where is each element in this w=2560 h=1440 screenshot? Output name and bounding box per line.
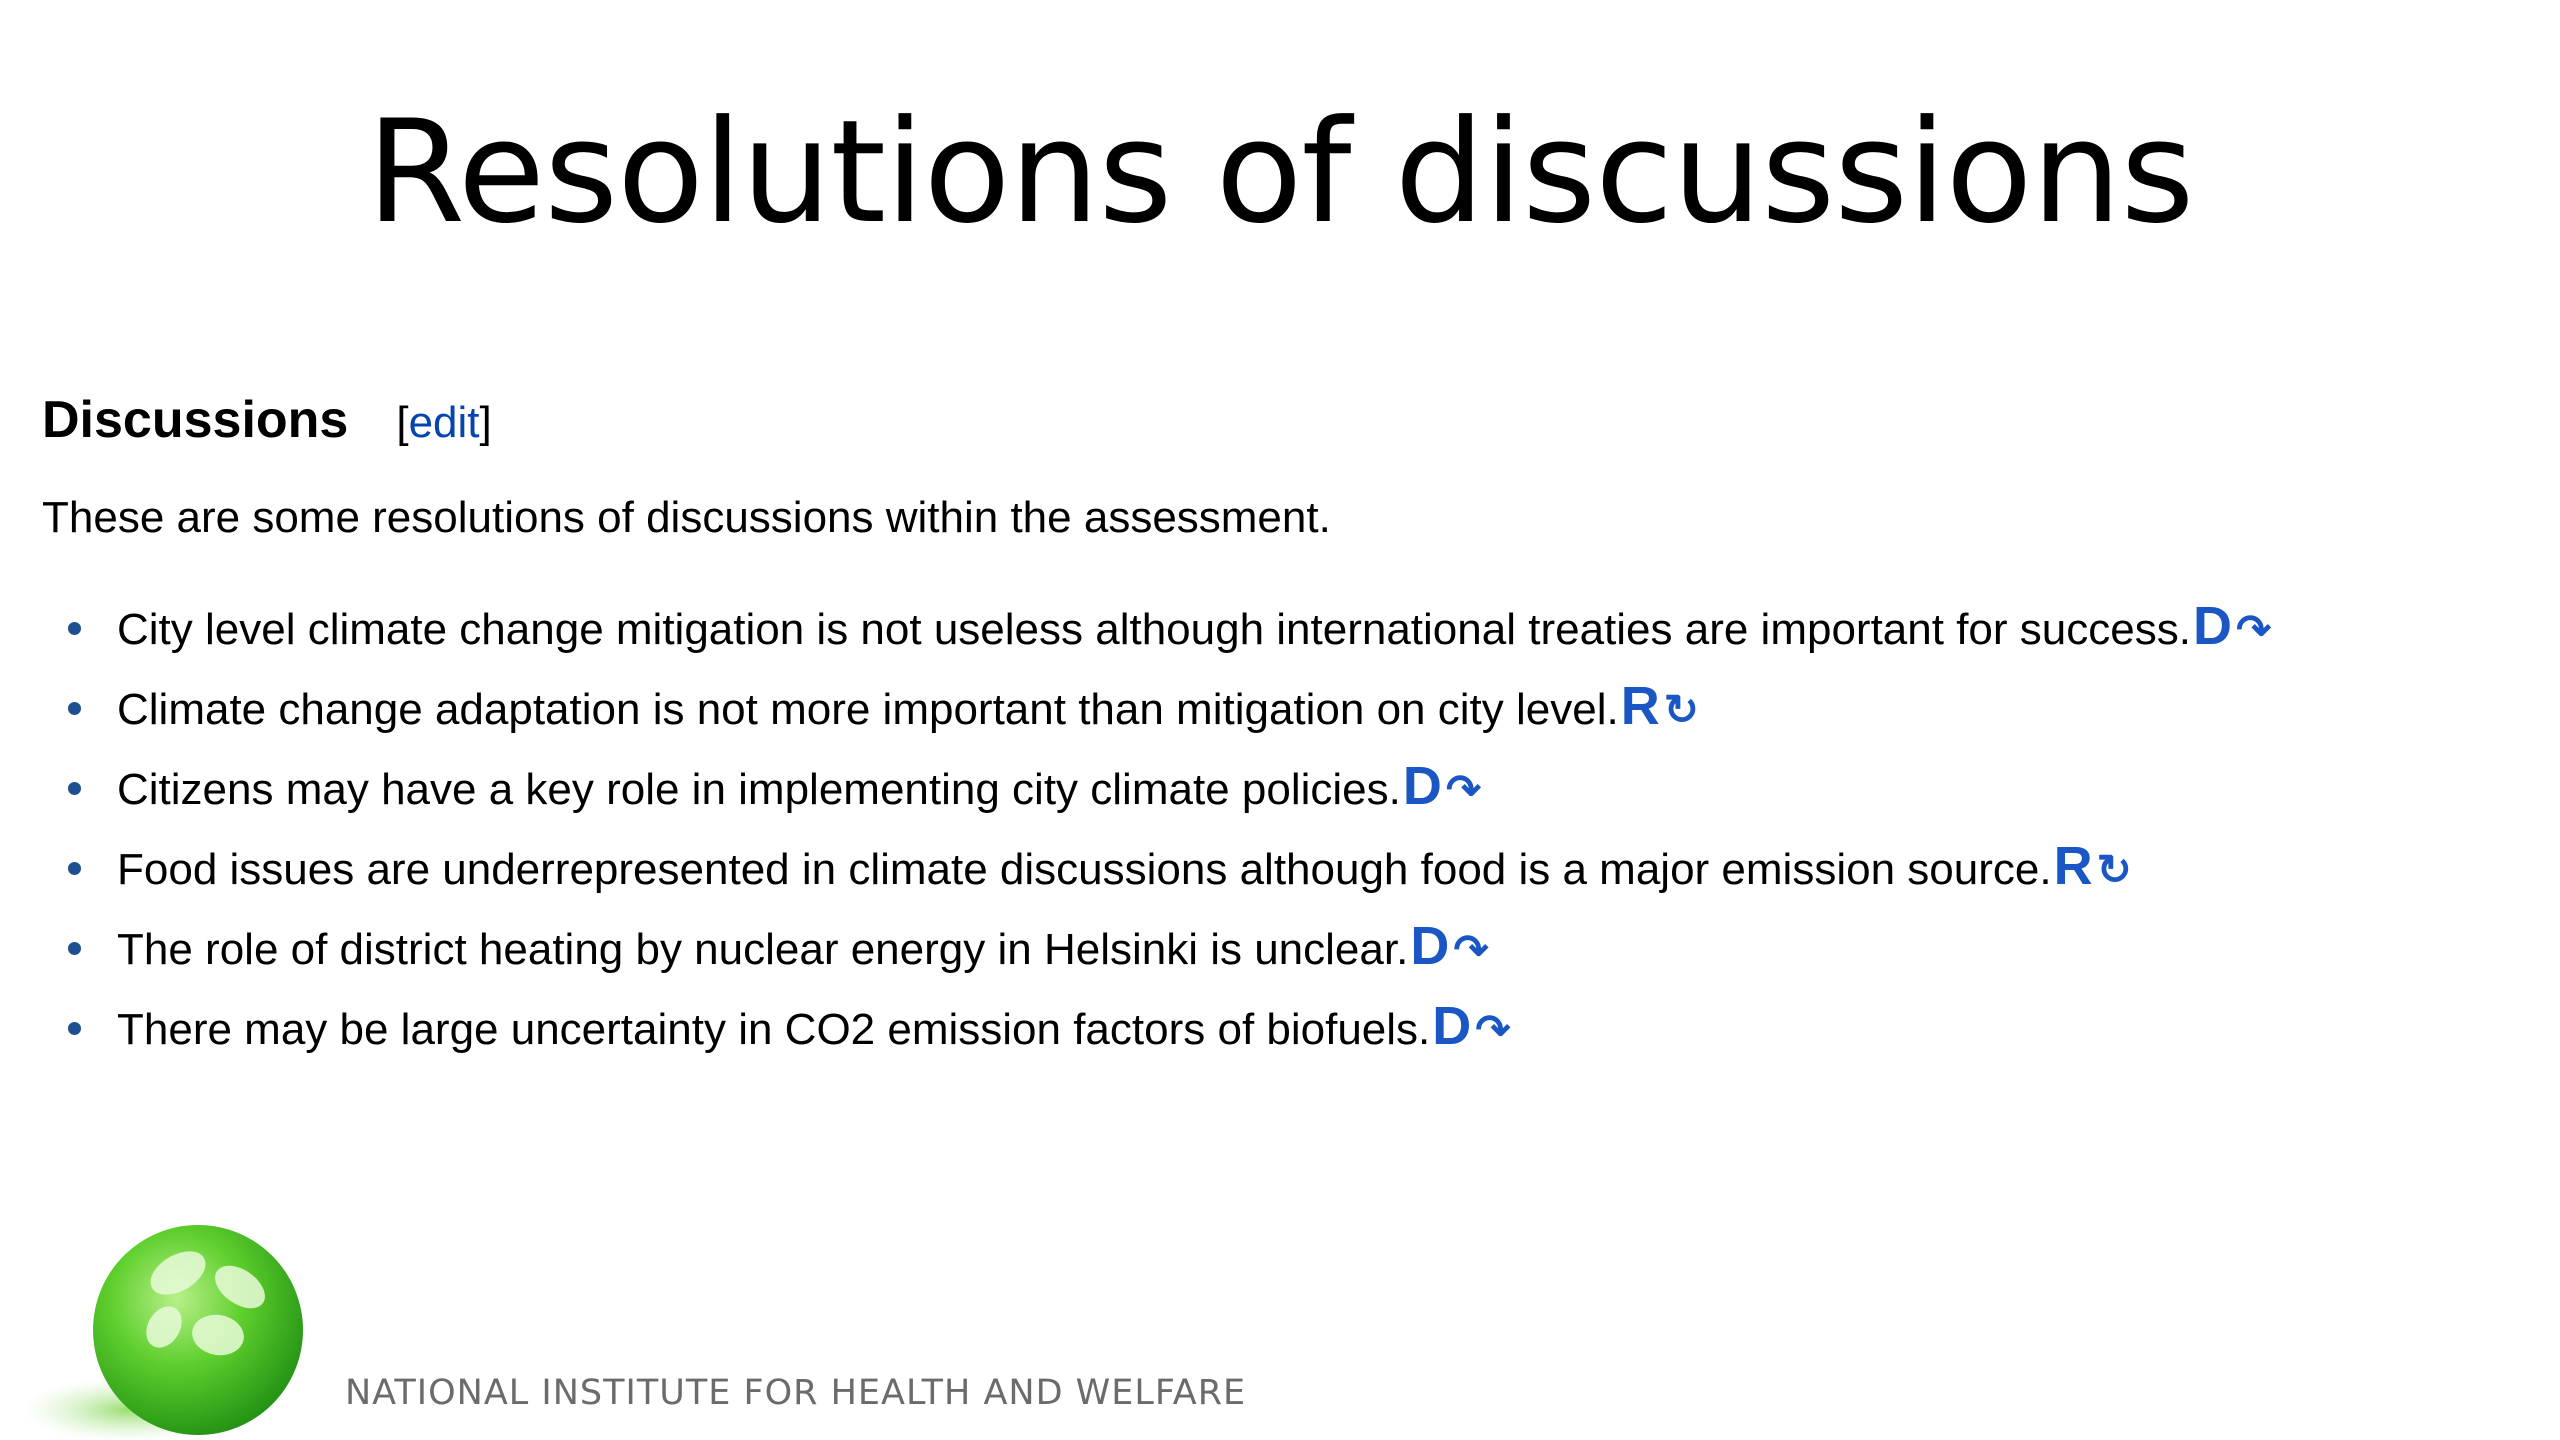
resolution-marker[interactable]: D xyxy=(1410,916,1450,976)
section-heading: Discussions xyxy=(42,391,349,449)
curved-arrow-icon[interactable]: ↷ xyxy=(2235,606,2272,653)
resolution-text: City level climate change mitigation is not useless although international treaties are important for success. xyxy=(117,605,2191,654)
resolution-text: Climate change adaptation is not more important than mitigation on city level. xyxy=(117,685,1619,734)
resolutions-list xyxy=(42,586,2522,1066)
heading-row xyxy=(42,390,2522,460)
list-item xyxy=(42,826,2522,906)
bullet-icon xyxy=(68,1022,81,1035)
resolution-marker[interactable]: R xyxy=(2053,836,2093,896)
resolution-text: There may be large uncertainty in CO2 emission factors of biofuels. xyxy=(117,1005,1431,1054)
list-item xyxy=(42,746,2522,826)
resolution-marker[interactable]: D xyxy=(1432,996,1472,1056)
edit-link[interactable]: edit xyxy=(408,398,480,447)
intro-text: These are some resolutions of discussions within the assessment. xyxy=(42,493,1331,542)
discussions-section xyxy=(42,390,2522,1066)
logo-icon xyxy=(18,1215,318,1440)
list-item xyxy=(42,586,2522,666)
list-item xyxy=(42,906,2522,986)
resolution-text: Food issues are underrepresented in climate discussions although food is a major emission source. xyxy=(117,845,2052,894)
resolution-text: Citizens may have a key role in implementing city climate policies. xyxy=(117,765,1401,814)
curved-arrow-icon[interactable]: ↷ xyxy=(1475,1006,1511,1053)
resolution-marker[interactable]: D xyxy=(2192,596,2232,656)
list-item xyxy=(42,666,2522,746)
bullet-icon xyxy=(68,942,81,955)
list-item xyxy=(42,986,2522,1066)
bullet-icon xyxy=(68,622,81,635)
bullet-icon xyxy=(68,862,81,875)
resolution-marker[interactable]: R xyxy=(1620,676,1660,736)
circular-arrow-icon[interactable]: ↻ xyxy=(2096,846,2132,893)
resolution-text: The role of district heating by nuclear energy in Helsinki is unclear. xyxy=(117,925,1409,974)
edit-section xyxy=(396,398,491,448)
bullet-icon xyxy=(68,782,81,795)
bullet-icon xyxy=(68,702,81,715)
edit-bracket-open: [ xyxy=(396,398,409,447)
edit-bracket-close: ] xyxy=(479,398,492,447)
curved-arrow-icon[interactable]: ↷ xyxy=(1445,766,1482,813)
circular-arrow-icon[interactable]: ↻ xyxy=(1663,686,1699,733)
resolution-marker[interactable]: D xyxy=(1402,756,1442,816)
curved-arrow-icon[interactable]: ↷ xyxy=(1453,926,1489,973)
organization-name: NATIONAL INSTITUTE FOR HEALTH AND WELFARE xyxy=(345,1373,1247,1413)
slide-title: Resolutions of discussions xyxy=(366,90,2194,255)
